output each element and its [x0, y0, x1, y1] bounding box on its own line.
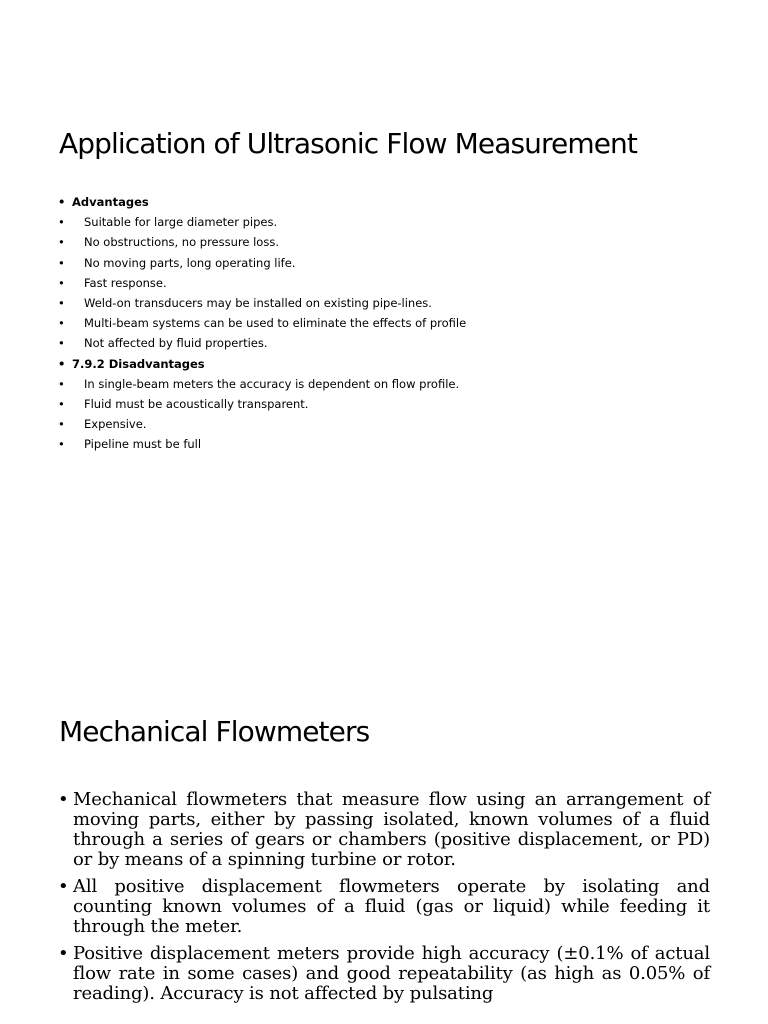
list-item: • Positive displacement meters provide high accuracy (±0.1% of actual flow rate in some cases) and good repeatability (as high as 0.05% of reading). Accuracy is not affected by pulsating	[58, 944, 710, 1004]
list-item: • Not affected by fluid properties.	[58, 333, 466, 353]
list-heading-advantages: • Advantages	[58, 192, 466, 212]
list-item: • All positive displacement flowmeters operate by isolating and counting known volumes of a fluid (gas or liquid) while feeding it through the meter.	[58, 877, 710, 937]
list-item: • Fast response.	[58, 273, 466, 293]
list-item: • Pipeline must be full	[58, 434, 466, 454]
list-item: • Multi-beam systems can be used to eliminate the effects of profile	[58, 313, 466, 333]
list-item: • Expensive.	[58, 414, 466, 434]
slide-title: Application of Ultrasonic Flow Measurement	[59, 127, 637, 160]
slide-mechanical-flowmeters	[0, 690, 768, 1024]
bullet-list	[58, 192, 466, 455]
list-heading-disadvantages: • 7.9.2 Disadvantages	[58, 354, 466, 374]
list-item: • Suitable for large diameter pipes.	[58, 212, 466, 232]
list-item: • Weld-on transducers may be installed on existing pipe-lines.	[58, 293, 466, 313]
slide-title: Mechanical Flowmeters	[59, 715, 370, 748]
bullet-list	[58, 790, 710, 1011]
list-item: • No moving parts, long operating life.	[58, 253, 466, 273]
list-item: • In single-beam meters the accuracy is dependent on flow profile.	[58, 374, 466, 394]
list-item: • Fluid must be acoustically transparent.	[58, 394, 466, 414]
list-item: • No obstructions, no pressure loss.	[58, 232, 466, 252]
list-item: • Mechanical flowmeters that measure flow using an arrangement of moving parts, either by passing isolated, known volumes of a fluid through a series of gears or chambers (positive displacement, or PD) or by means of a spinning turbine or rotor.	[58, 790, 710, 870]
